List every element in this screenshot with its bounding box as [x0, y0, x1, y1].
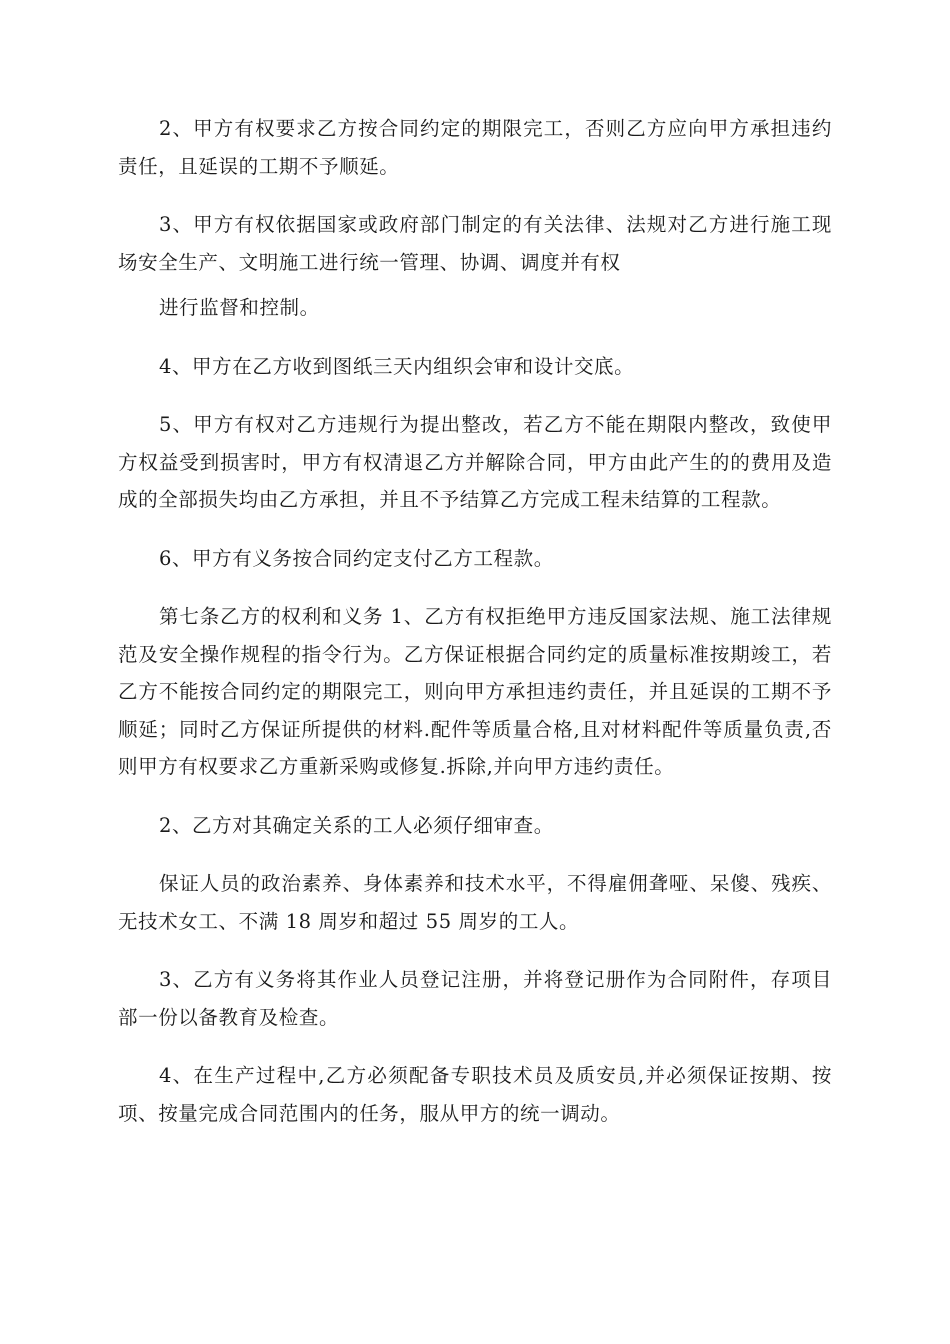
- paragraph-article-7-party-b: 第七条乙方的权利和义务 1、乙方有权拒绝甲方违反国家法规、施工法律规范及安全操作规程的指令行为。乙方保证根据合同约定的质量标准按期竣工，若乙方不能按合同约定的期限完工，则向甲方承担违约责任，并且延误的工期不予顺延；同时乙方保证所提供的材料.配件等质量合格,且对材料配件等质量负责,否则甲方有权要求乙方重新采购或修复.拆除,并向甲方违约责任。: [118, 605, 832, 778]
- paragraph-clause-6-party-a: 6、甲方有义务按合同约定支付乙方工程款。: [158, 546, 554, 570]
- paragraph-clause-2-party-b: 2、乙方对其确定关系的工人必须仔细审查。: [158, 813, 554, 837]
- paragraph-clause-3-continuation: 进行监督和控制。: [158, 296, 320, 319]
- paragraph-clause-4-party-b: 4、在生产过程中,乙方必须配备专职技术员及质安员,并必须保证按期、按项、按量完成合同范围内的任务，服从甲方的统一调动。: [118, 1064, 832, 1125]
- paragraph-clause-3-party-b: 3、乙方有义务将其作业人员登记注册，并将登记册作为合同附件，存项目部一份以备教育及检查。: [118, 968, 832, 1029]
- paragraph-worker-requirements: 保证人员的政治素养、身体素养和技术水平，不得雇佣聋哑、呆傻、残疾、无技术女工、不满 18 周岁和超过 55 周岁的工人。: [118, 872, 832, 933]
- paragraph-clause-3-party-a: 3、甲方有权依据国家或政府部门制定的有关法律、法规对乙方进行施工现场安全生产、文明施工进行统一管理、协调、调度并有权: [118, 213, 832, 274]
- document-body: [118, 110, 832, 1153]
- paragraph-clause-5-party-a: 5、甲方有权对乙方违规行为提出整改，若乙方不能在期限内整改，致使甲方权益受到损害时，甲方有权清退乙方并解除合同，甲方由此产生的的费用及造成的全部损失均由乙方承担，并且不予结算乙方完成工程未结算的工程款。: [118, 413, 832, 511]
- paragraph-clause-2-party-a: 2、甲方有权要求乙方按合同约定的期限完工，否则乙方应向甲方承担违约责任，且延误的工期不予顺延。: [118, 117, 832, 178]
- paragraph-clause-4-party-a: 4、甲方在乙方收到图纸三天内组织会审和设计交底。: [158, 354, 635, 378]
